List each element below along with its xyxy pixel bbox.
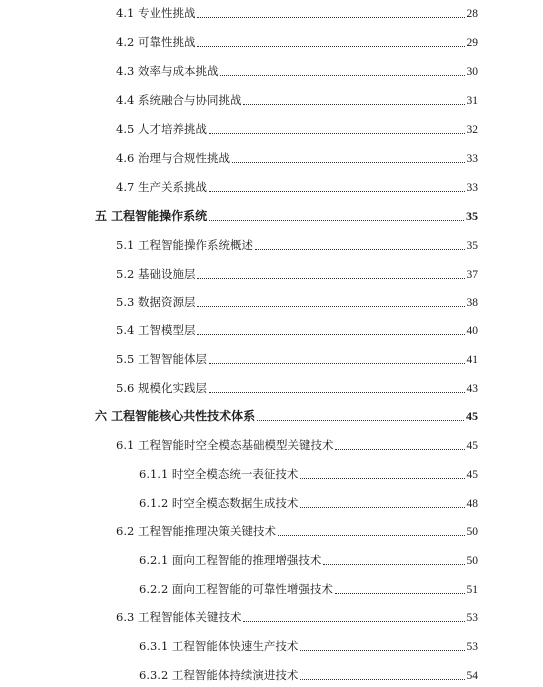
toc-entry-label: 4.7 生产关系挑战 <box>116 180 207 194</box>
toc-entry-label: 4.2 可靠性挑战 <box>116 35 196 49</box>
toc-subentry-page: 54 <box>466 670 478 682</box>
dot-leader <box>197 278 464 279</box>
dot-leader <box>209 191 465 192</box>
dot-leader <box>300 507 464 508</box>
toc-entry-page: 45 <box>466 440 478 452</box>
dot-leader <box>209 392 465 393</box>
toc-subentry[interactable] <box>139 494 478 512</box>
toc-entry-page: 38 <box>466 297 478 309</box>
toc-entry[interactable] <box>116 379 478 397</box>
toc-subentry-label: 6.1.2 时空全模态数据生成技术 <box>139 496 299 510</box>
toc-entry-label: 4.5 人才培养挑战 <box>116 122 207 136</box>
toc-chapter-page: 45 <box>466 409 478 423</box>
dot-leader <box>197 17 464 18</box>
toc-entry[interactable] <box>116 4 478 22</box>
dot-leader <box>209 133 465 134</box>
dot-leader <box>197 306 464 307</box>
dot-leader <box>278 535 465 536</box>
toc-subentry-label: 6.3.2 工程智能体持续演进技术 <box>139 668 299 682</box>
toc-entry-label: 5.4 工智模型层 <box>116 323 196 337</box>
dot-leader <box>335 449 464 450</box>
toc-entry-page: 33 <box>466 153 478 165</box>
dot-leader <box>209 363 465 364</box>
toc-subentry[interactable] <box>139 580 478 598</box>
toc-chapter-page: 35 <box>466 209 478 223</box>
toc-entry-label: 4.1 专业性挑战 <box>116 6 196 20</box>
toc-subentry-page: 50 <box>466 555 478 567</box>
toc-entry-page: 53 <box>466 612 478 624</box>
toc-chapter-label: 六 工程智能核心共性技术体系 <box>95 409 256 423</box>
toc-entry-page: 31 <box>466 95 478 107</box>
toc-subentry-label: 6.1.1 时空全模态统一表征技术 <box>139 467 299 481</box>
dot-leader <box>209 220 464 221</box>
dot-leader <box>300 679 464 680</box>
toc-entry[interactable] <box>116 91 478 109</box>
toc-entry[interactable] <box>116 265 478 283</box>
toc-entry-page: 40 <box>466 325 478 337</box>
toc-subentry[interactable] <box>139 637 478 655</box>
dot-leader <box>243 621 464 622</box>
toc-entry-label: 5.5 工智智能体层 <box>116 352 207 366</box>
toc-entry-page: 50 <box>466 526 478 538</box>
dot-leader <box>323 564 464 565</box>
toc-entry[interactable] <box>116 236 478 254</box>
dot-leader <box>243 104 464 105</box>
toc-entry[interactable] <box>116 608 478 626</box>
toc-chapter[interactable] <box>95 407 478 425</box>
toc-subentry[interactable] <box>139 551 478 569</box>
toc-entry-label: 4.4 系统融合与协同挑战 <box>116 93 242 107</box>
toc-entry[interactable] <box>116 350 478 368</box>
toc-chapter[interactable] <box>95 207 478 225</box>
toc-entry-label: 5.3 数据资源层 <box>116 295 196 309</box>
toc-entry[interactable] <box>116 178 478 196</box>
dot-leader <box>197 334 464 335</box>
toc-chapter-label: 五 工程智能操作系统 <box>95 209 208 223</box>
toc-entry-label: 6.1 工程智能时空全模态基础模型关键技术 <box>116 438 334 452</box>
toc-entry-page: 30 <box>466 66 478 78</box>
toc-subentry[interactable] <box>139 465 478 483</box>
toc-subentry-page: 51 <box>466 584 478 596</box>
toc-entry[interactable] <box>116 120 478 138</box>
toc-subentry-label: 6.3.1 工程智能体快速生产技术 <box>139 639 299 653</box>
toc-entry[interactable] <box>116 522 478 540</box>
toc-entry-label: 4.3 效率与成本挑战 <box>116 64 219 78</box>
toc-entry-label: 5.2 基础设施层 <box>116 267 196 281</box>
dot-leader <box>335 593 465 594</box>
toc-subentry-page: 48 <box>466 498 478 510</box>
toc-entry-page: 33 <box>466 182 478 194</box>
toc-entry-page: 28 <box>466 8 478 20</box>
toc-entry[interactable] <box>116 149 478 167</box>
toc-subentry-label: 6.2.2 面向工程智能的可靠性增强技术 <box>139 582 333 596</box>
dot-leader <box>197 46 464 47</box>
toc-entry-label: 5.1 工程智能操作系统概述 <box>116 238 253 252</box>
toc-entry-page: 43 <box>466 383 478 395</box>
toc-subentry-page: 53 <box>466 641 478 653</box>
dot-leader <box>257 420 464 421</box>
dot-leader <box>232 162 465 163</box>
toc-entry-page: 41 <box>466 354 478 366</box>
toc-entry-page: 35 <box>466 240 478 252</box>
toc-entry-page: 37 <box>466 269 478 281</box>
toc-entry[interactable] <box>116 436 478 454</box>
toc-subentry-page: 45 <box>466 469 478 481</box>
toc-entry-page: 29 <box>466 37 478 49</box>
toc-subentry[interactable] <box>139 666 478 684</box>
dot-leader <box>300 650 464 651</box>
dot-leader <box>300 478 464 479</box>
dot-leader <box>255 249 465 250</box>
toc-entry-label: 6.2 工程智能推理决策关键技术 <box>116 524 276 538</box>
toc-entry[interactable] <box>116 321 478 339</box>
toc-entry-label: 4.6 治理与合规性挑战 <box>116 151 230 165</box>
toc-entry[interactable] <box>116 62 478 80</box>
toc-entry-label: 5.6 规模化实践层 <box>116 381 207 395</box>
dot-leader <box>220 75 464 76</box>
toc-entry[interactable] <box>116 293 478 311</box>
toc-entry-page: 32 <box>466 124 478 136</box>
toc-entry-label: 6.3 工程智能体关键技术 <box>116 610 242 624</box>
toc-entry[interactable] <box>116 33 478 51</box>
toc-subentry-label: 6.2.1 面向工程智能的推理增强技术 <box>139 553 322 567</box>
